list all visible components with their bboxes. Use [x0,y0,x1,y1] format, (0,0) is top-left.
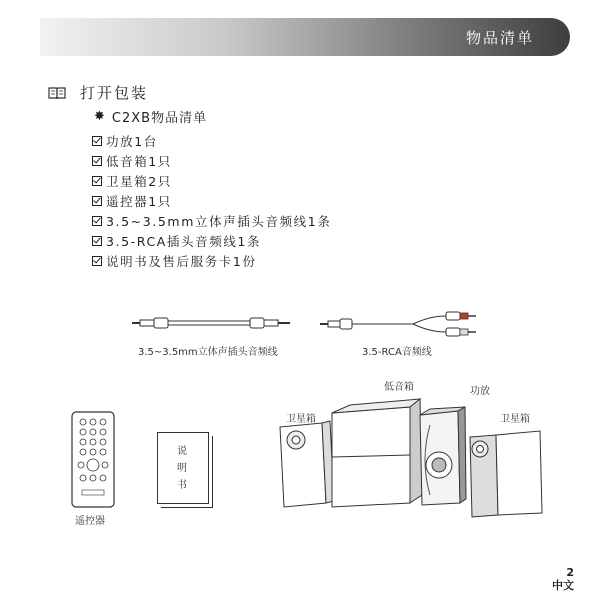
stereo-cable-caption: 3.5~3.5mm立体声插头音频线 [138,347,278,358]
stereo-cable-illustration [130,312,295,334]
rca-cable-caption: 3.5-RCA音频线 [362,347,432,358]
satellite-right-label: 卫星箱 [500,414,530,425]
checkbox-checked-icon [92,136,102,146]
header-bar [40,18,570,56]
section-title: 打开包装 [80,84,149,102]
list-item [92,191,331,210]
satellite-left-label: 卫星箱 [286,414,316,425]
subwoofer-label: 低音箱 [384,382,414,393]
list-item-label: 3.5~3.5mm立体声插头音频线1条 [106,213,332,229]
list-item [92,151,331,170]
list-item-label: 卫星箱2只 [106,173,172,189]
page-title: 物品清单 [465,29,534,47]
page-number-block [552,566,574,592]
checkbox-checked-icon [92,256,102,266]
list-item [92,231,331,250]
checkbox-checked-icon [92,176,102,186]
language-label: 中文 [552,579,574,592]
book-icon [48,86,66,100]
list-item-label: 低音箱1只 [106,153,172,169]
page-number: 2 [566,566,574,579]
list-item-label: 遥控器1只 [106,193,172,209]
remote-caption: 遥控器 [75,516,105,527]
speaker-system-illustration [270,385,570,525]
list-title [94,107,207,126]
amplifier-label: 功放 [470,386,490,397]
checklist [92,131,331,271]
list-item-label: 功放1台 [106,133,158,149]
list-item [92,131,331,150]
manual-text: 说明书 [177,446,187,491]
checkbox-checked-icon [92,156,102,166]
checkbox-checked-icon [92,196,102,206]
list-title-text: C2XB物品清单 [111,111,208,126]
list-item-label: 3.5-RCA插头音频线1条 [106,233,262,249]
rca-cable-illustration [318,310,483,340]
list-item [92,171,331,190]
checkbox-checked-icon [92,216,102,226]
list-item [92,211,331,230]
checkbox-checked-icon [92,236,102,246]
manual-illustration [157,432,209,504]
list-item-label: 说明书及售后服务卡1份 [106,253,257,269]
remote-control-illustration [68,410,118,510]
list-item [92,251,331,270]
star-bullet-icon: ✸ [94,109,106,124]
section-heading [48,82,148,103]
